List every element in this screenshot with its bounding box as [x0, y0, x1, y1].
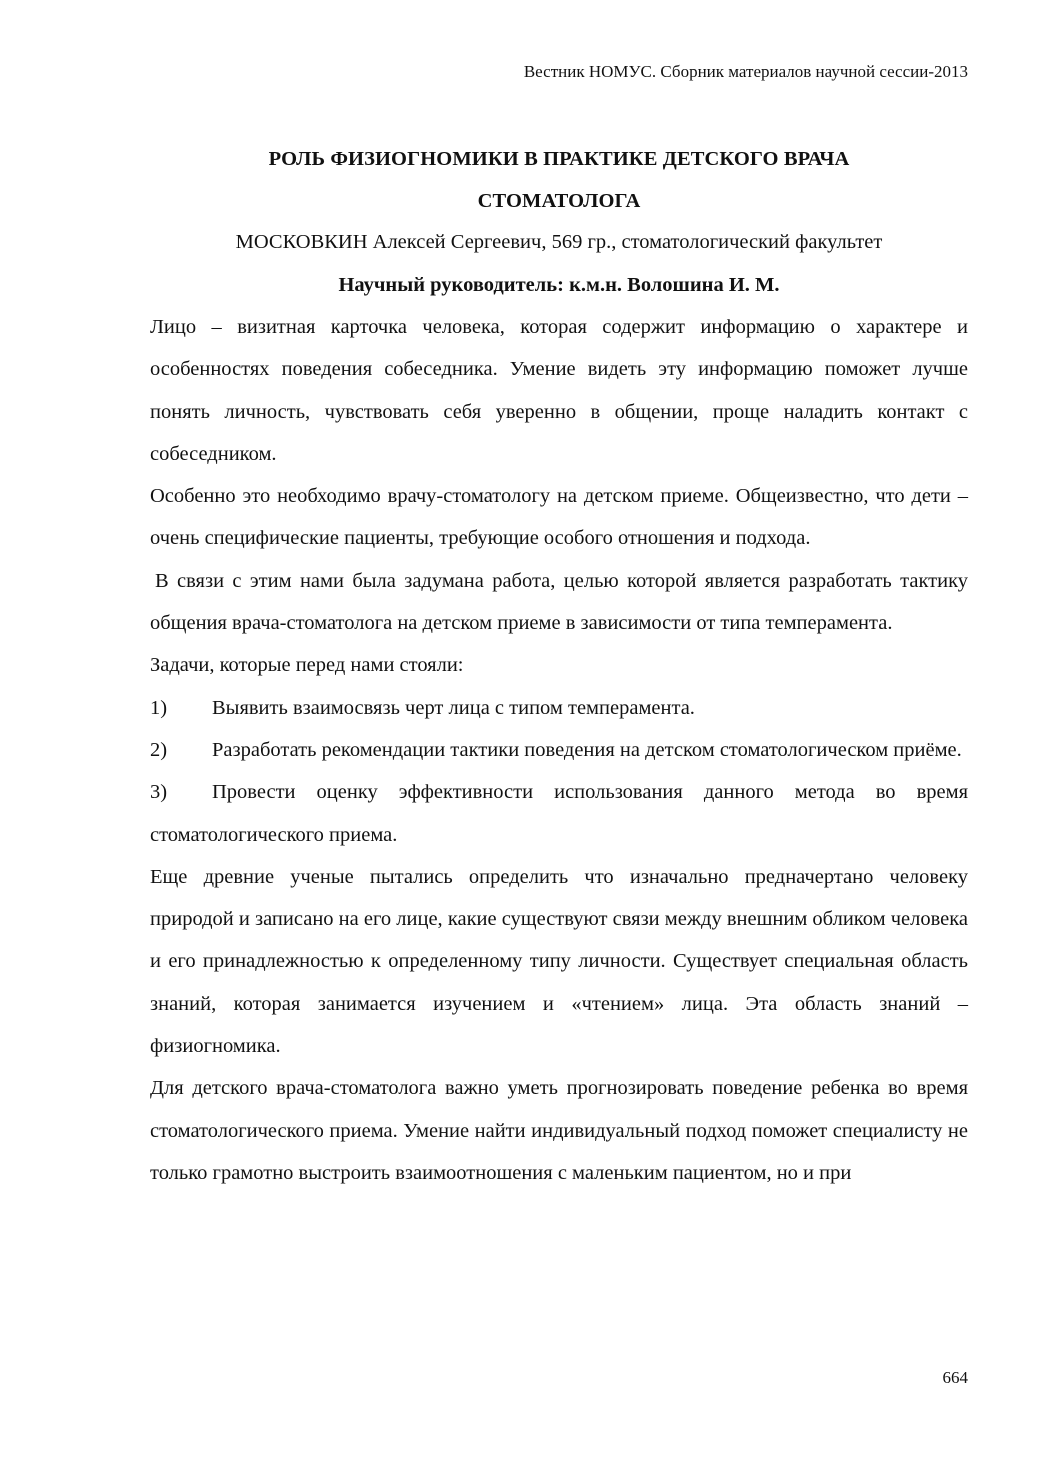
task-text: Выявить взаимосвязь черт лица с типом темперамента. [212, 696, 695, 719]
author-line: МОСКОВКИН Алексей Сергеевич, 569 гр., стоматологический факультет [235, 231, 883, 253]
task-item [150, 771, 968, 856]
article-body [150, 134, 968, 1194]
paragraph: Еще древние ученые пытались определить что изначально предначертано человеку природой и записано на его лице, какие существуют связи между внешним обликом человека и его принадлежностью к определенному типу личности. Существует специальная область знаний, которая занимается изучением и «чтением» лица. Эта область знаний – физиогномика. [150, 865, 968, 1058]
paragraph: В связи с этим нами была задумана работа, целью которой является разработать тактику общения врача-стоматолога на детском приеме в зависимости от типа темперамента. [150, 569, 968, 635]
task-number: 1) [150, 696, 168, 719]
paragraph: Задачи, которые перед нами стояли: [150, 654, 464, 677]
paragraph: Лицо – визитная карточка человека, которая содержит информацию о характере и особенностях поведения собеседника. Умение видеть эту информацию поможет лучше понять личность, чувствовать себя уверенно в общении, проще наладить контакт с собеседником. [150, 316, 968, 465]
running-header: Вестник НОМУС. Сборник материалов научной сессии-2013 [523, 62, 968, 81]
task-number: 2) [150, 738, 168, 761]
paragraph: Для детского врача-стоматолога важно уметь прогнозировать поведение ребенка во время стоматологического приема. Умение найти индивидуальный подход поможет специалисту не только грамотно выстроить взаимоотношения с маленьким пациентом, но и при [150, 1077, 968, 1184]
task-text: Провести оценку эффективности использования данного метода во время стоматологического приема. [150, 781, 968, 846]
page-number: 664 [942, 1368, 968, 1387]
paragraph: Особенно это необходимо врачу-стоматологу на детском приеме. Общеизвестно, что дети – очень специфические пациенты, требующие особого отношения и подхода. [150, 485, 968, 550]
task-item [150, 687, 968, 729]
task-number: 3) [150, 781, 168, 804]
task-item [150, 729, 968, 771]
article-title-line-1: РОЛЬ ФИЗИОГНОМИКИ В ПРАКТИКЕ ДЕТСКОГО ВРАЧА [268, 148, 850, 170]
article-title-line-2: СТОМАТОЛОГА [477, 190, 641, 212]
advisor-line: Научный руководитель: к.м.н. Волошина И. М. [338, 274, 780, 296]
task-text: Разработать рекомендации тактики поведения на детском стоматологическом приёме. [212, 738, 962, 761]
